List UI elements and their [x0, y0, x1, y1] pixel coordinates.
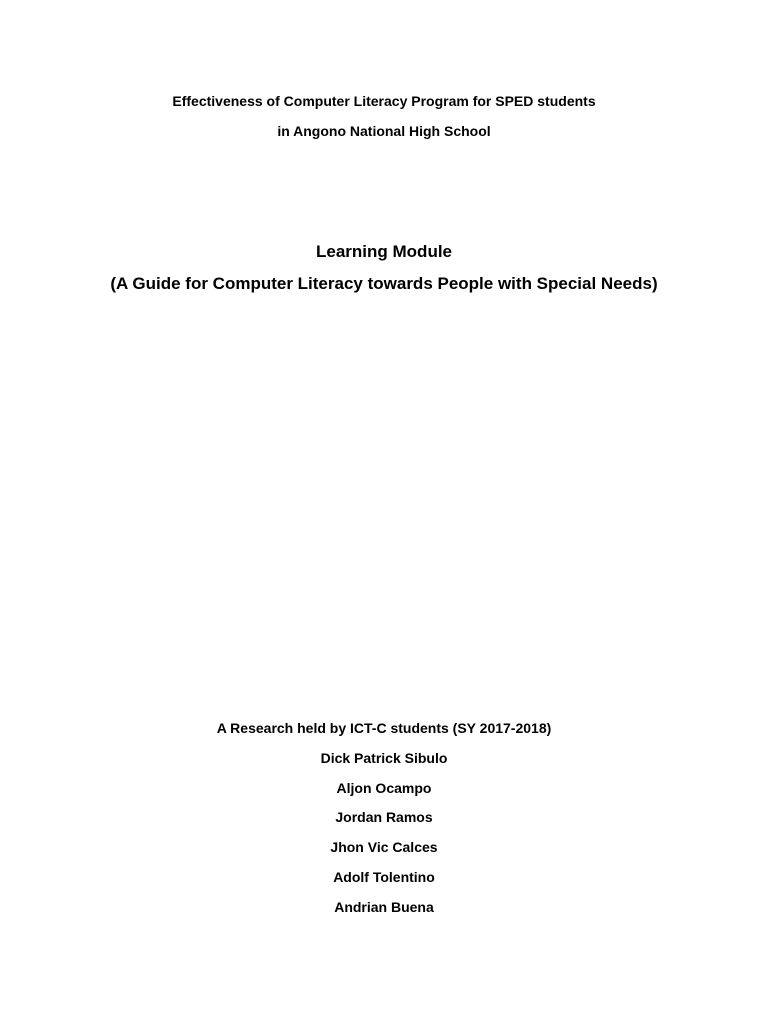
author-name: Dick Patrick Sibulo [320, 750, 448, 766]
research-title-line-2: in Angono National High School [277, 123, 491, 139]
module-title: Learning Module [316, 242, 452, 261]
author-name: Andrian Buena [334, 899, 434, 915]
research-title-line-1: Effectiveness of Computer Literacy Program for SPED students [172, 93, 596, 109]
module-subtitle: (A Guide for Computer Literacy towards People with Special Needs) [110, 274, 658, 293]
author-name: Jordan Ramos [335, 809, 433, 825]
author-name: Jhon Vic Calces [330, 839, 438, 855]
author-name: Adolf Tolentino [333, 869, 435, 885]
research-credit-heading: A Research held by ICT-C students (SY 2017-2018) [216, 720, 552, 736]
author-name: Aljon Ocampo [336, 780, 432, 796]
